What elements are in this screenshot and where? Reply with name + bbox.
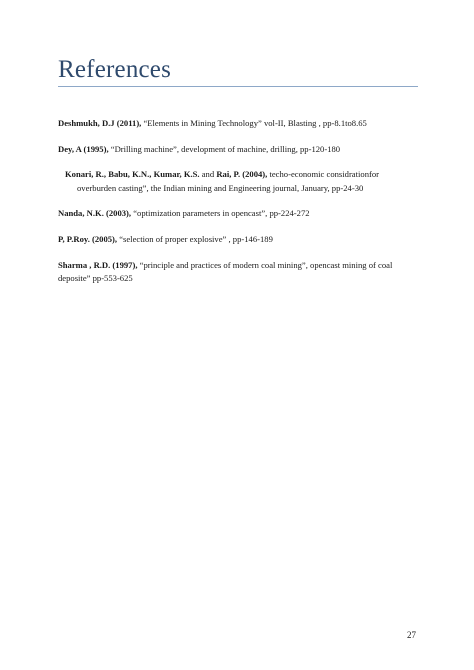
reference-text: “optimization parameters in opencast”, pp-224-272 <box>131 208 310 219</box>
reference-text: techo-economic considrationfor <box>267 169 380 180</box>
reference-text: “principle and practices of modern coal mining”, opencast mining of coal deposite” pp-553-625 <box>58 259 393 284</box>
reference-authors: P, P.Roy. (2005), <box>58 233 118 244</box>
reference-authors: Konari, R., Babu, K.N., Kumar, K.S. <box>65 169 200 180</box>
reference-text: “selection of proper explosive” , pp-146-189 <box>117 233 273 244</box>
reference-authors: Dey, A (1995), <box>58 143 109 154</box>
reference-text: “Elements in Mining Technology” vol-II, Blasting , pp-8.1to8.65 <box>141 118 367 128</box>
reference-item <box>58 143 424 157</box>
reference-authors: Sharma , R.D. (1997), <box>58 259 138 270</box>
title-divider <box>58 86 418 87</box>
reference-text: “Drilling machine”, development of machine, drilling, pp-120-180 <box>108 143 341 154</box>
reference-authors: Rai, P. (2004), <box>216 169 268 180</box>
reference-authors: Nanda, N.K. (2003), <box>58 208 132 219</box>
page-title: References <box>58 56 172 83</box>
page-number: 27 <box>407 630 416 640</box>
reference-item <box>58 259 424 286</box>
reference-conjunction: and <box>199 169 217 180</box>
reference-list <box>58 117 424 298</box>
reference-item <box>58 168 424 195</box>
reference-authors: Deshmukh, D.J (2011), <box>58 118 142 128</box>
reference-item <box>58 207 424 221</box>
reference-continuation: overburden casting”, the Indian mining and Engineering journal, January, pp-24-30 <box>77 182 364 193</box>
reference-item <box>58 117 424 131</box>
reference-item <box>58 233 424 247</box>
